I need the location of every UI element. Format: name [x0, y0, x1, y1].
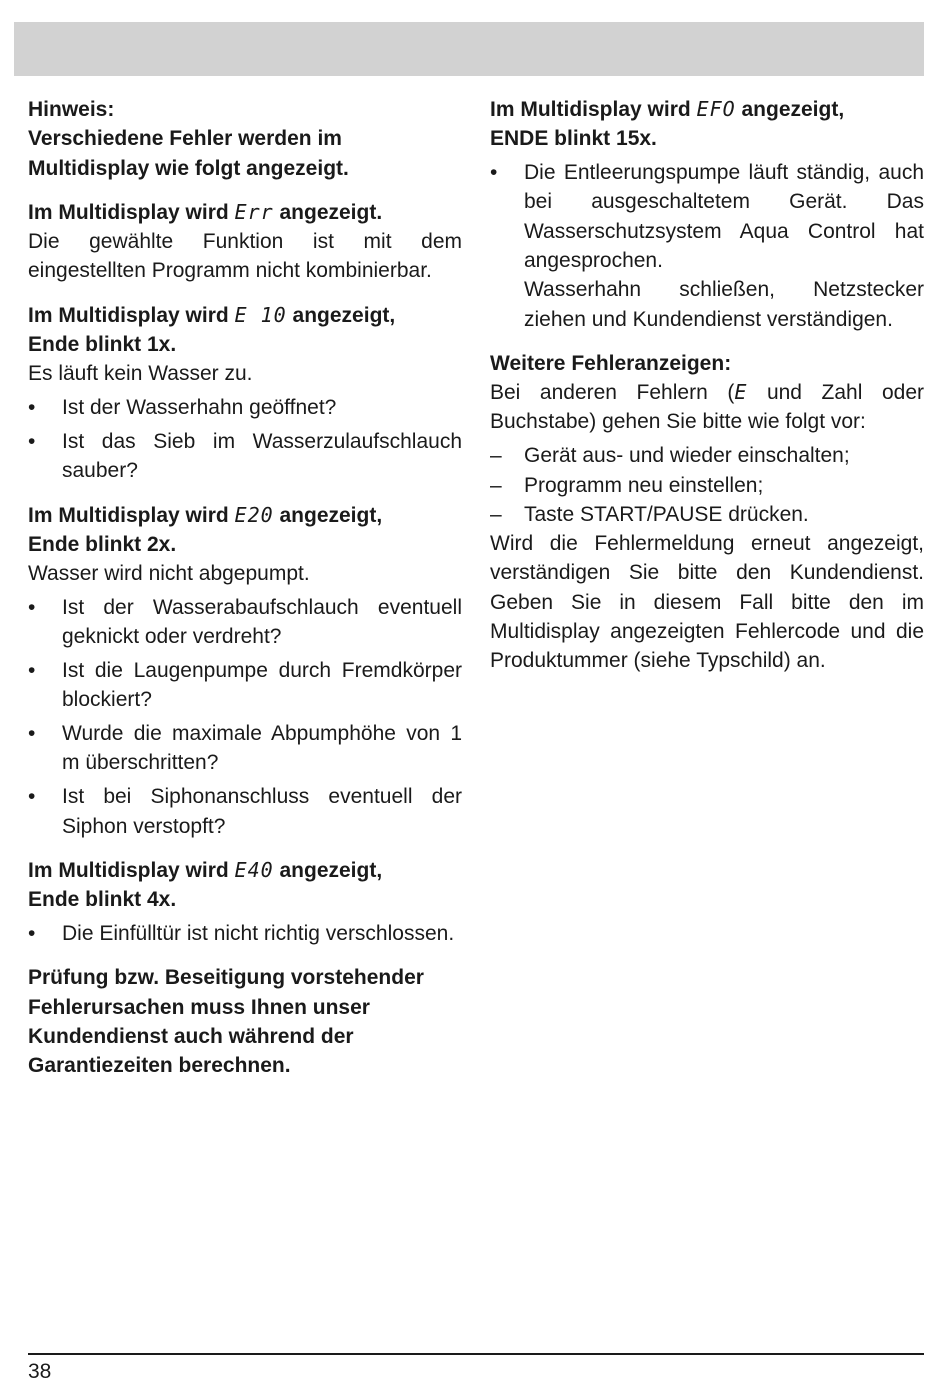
page-number: 38 — [28, 1360, 52, 1383]
list-item: • Die Einfülltür ist nicht richtig verschlossen. — [28, 919, 462, 948]
other-errors-intro: Bei anderen Fehlern (E und Zahl oder Buchstabe) gehen Sie bitte wie folgt vor: — [490, 380, 924, 434]
left-column — [28, 95, 462, 1080]
list-item: • Ist bei Siphonanschluss eventuell der Siphon verstopft? — [28, 782, 462, 841]
list-item: • Ist der Wasserhahn geöffnet? — [28, 393, 462, 422]
e10-text: Es läuft kein Wasser zu. — [28, 362, 253, 386]
display-code-e10: E 10 — [234, 302, 287, 327]
closing-note: Prüfung bzw. Beseitigung vorstehender Fehlerursachen muss Ihnen unser Kundendienst auch während der Garantiezeiten berechnen. — [28, 966, 424, 1078]
list-item: – Programm neu einstellen; — [490, 471, 924, 500]
e20-heading: Im Multidisplay wird E20 angezeigt, — [28, 502, 383, 527]
efo-blink: ENDE blinkt 15x. — [490, 127, 657, 151]
e10-heading: Im Multidisplay wird E 10 angezeigt, — [28, 302, 396, 327]
other-errors-heading: Weitere Fehleranzeigen: — [490, 351, 732, 375]
e10-blink: Ende blinkt 1x. — [28, 333, 177, 357]
list-item: – Gerät aus- und wieder einschalten; — [490, 441, 924, 470]
list-item: • Wurde die maximale Abpumphöhe von 1 m überschritten? — [28, 719, 462, 778]
e40-bullet-list — [28, 919, 462, 948]
e20-bullet-list — [28, 593, 462, 841]
e40-blink: Ende blinkt 4x. — [28, 888, 177, 912]
e40-heading: Im Multidisplay wird E40 angezeigt, — [28, 857, 383, 882]
err-heading: Im Multidisplay wird Err angezeigt. — [28, 199, 383, 224]
note-label: Hinweis: — [28, 98, 115, 121]
display-code-efo: EFO — [696, 97, 736, 121]
e20-text: Wasser wird nicht abgepumpt. — [28, 562, 310, 586]
list-item: • Ist der Wasserabaufschlauch eventuell geknickt oder verdreht? — [28, 593, 462, 652]
efo-bullet-list — [490, 158, 924, 334]
display-code-e20: E20 — [234, 502, 274, 527]
e10-bullet-list — [28, 393, 462, 485]
list-item: • Ist die Laugenpumpe durch Fremdkörper blockiert? — [28, 656, 462, 715]
display-code-err: Err — [234, 199, 274, 224]
footer-rule — [28, 1353, 924, 1355]
steps-list — [490, 441, 924, 529]
err-text: Die gewählte Funktion ist mit dem eingestellten Programm nicht kombinierbar. — [28, 230, 462, 283]
efo-heading: Im Multidisplay wird EFO angezeigt, — [490, 97, 845, 121]
right-column — [490, 95, 924, 676]
other-errors-outro: Wird die Fehlermeldung erneut angezeigt, verständigen Sie bitte den Kundendienst. Geben Sie in diesem Fall bitte den im Multidisplay angezeigten Fehlercode und die Produktummer (siehe Typschild) an. — [490, 532, 924, 673]
display-code-e: E — [734, 380, 748, 405]
display-code-e40: E40 — [234, 857, 274, 882]
e20-blink: Ende blinkt 2x. — [28, 532, 177, 556]
list-item: • Die Entleerungspumpe läuft ständig, auch bei ausgeschaltetem Gerät. Das Wasserschutzsystem Aqua Control hat angesprochen. Wasserhahn schließen, Netzstecker ziehen und Kundendienst verständigen. — [490, 158, 924, 334]
list-item: • Ist das Sieb im Wasserzulaufschlauch sauber? — [28, 427, 462, 486]
note-text: Verschiedene Fehler werden im Multidisplay wie folgt angezeigt. — [28, 127, 349, 180]
list-item: – Taste START/PAUSE drücken. — [490, 500, 924, 529]
header-bar — [14, 22, 924, 76]
